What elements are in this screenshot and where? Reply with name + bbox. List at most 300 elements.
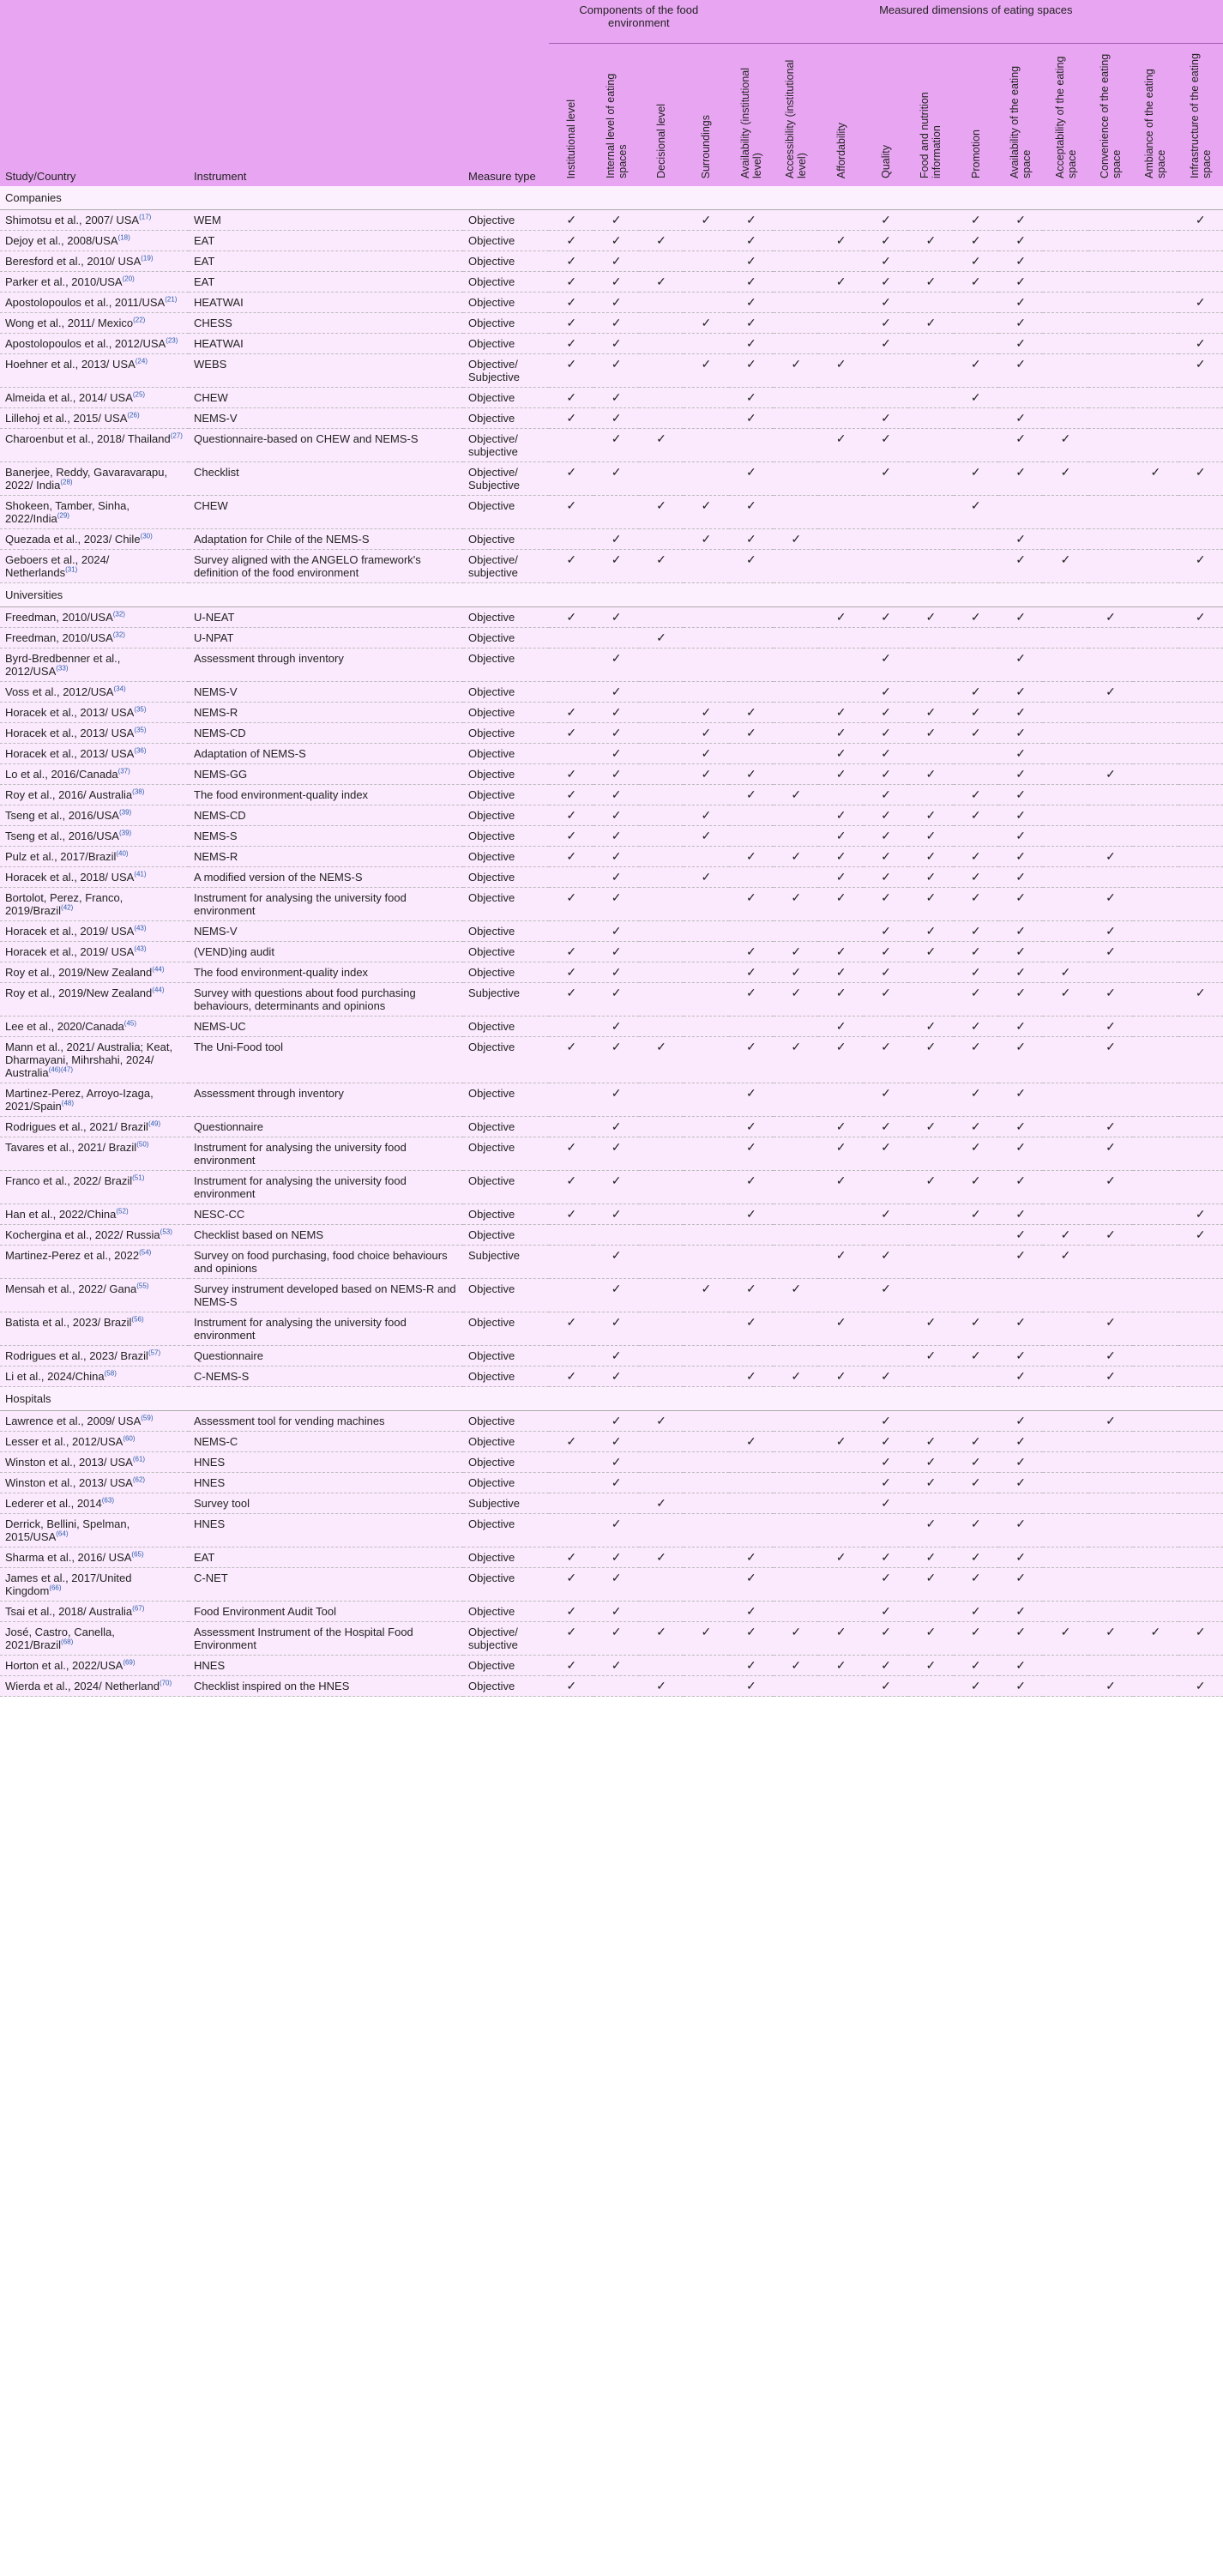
check-icon: ✓ <box>745 274 756 288</box>
measure-type-cell: Objective <box>463 408 549 429</box>
table-row <box>0 703 1223 723</box>
check-icon: ✓ <box>970 213 981 226</box>
check-cell <box>864 1117 908 1137</box>
measure-type-cell: Objective <box>463 1411 549 1432</box>
check-icon: ✓ <box>970 965 981 979</box>
check-cell <box>818 607 863 628</box>
check-cell <box>998 1568 1043 1602</box>
measure-type-cell: Objective <box>463 785 549 805</box>
check-cell <box>593 1204 638 1225</box>
group-measured-header: Measured dimensions of eating spaces <box>729 0 1223 44</box>
check-icon: ✓ <box>1150 1625 1161 1638</box>
check-icon: ✓ <box>1015 1173 1027 1187</box>
table-row <box>0 764 1223 785</box>
study-cell <box>0 1225 189 1246</box>
reference-link[interactable]: (27) <box>170 431 183 440</box>
instrument-cell: Food Environment Audit Tool <box>189 1602 463 1622</box>
reference-link[interactable]: (51) <box>132 1173 145 1182</box>
check-cell <box>864 550 908 583</box>
check-cell <box>1088 1547 1133 1568</box>
check-icon: ✓ <box>881 1282 891 1295</box>
check-cell <box>774 1547 818 1568</box>
check-icon: ✓ <box>745 498 756 512</box>
dim-header-label: Availability (institutional level) <box>738 68 763 178</box>
check-cell <box>1043 1083 1087 1117</box>
study-cell <box>0 1137 189 1171</box>
check-cell <box>639 1017 684 1037</box>
reference-link[interactable]: (62) <box>132 1475 146 1484</box>
check-cell <box>1133 251 1178 272</box>
check-icon: ✓ <box>611 1658 622 1672</box>
check-cell <box>1178 1171 1223 1204</box>
instrument-cell: C-NEMS-S <box>189 1366 463 1387</box>
check-cell <box>1088 723 1133 744</box>
check-cell <box>1088 1514 1133 1547</box>
table-row <box>0 210 1223 231</box>
check-icon: ✓ <box>925 1550 937 1564</box>
check-cell <box>684 408 728 429</box>
check-icon: ✓ <box>881 1571 891 1584</box>
reference-link[interactable]: (18) <box>117 233 130 242</box>
check-cell <box>774 1312 818 1346</box>
check-icon: ✓ <box>566 1207 577 1221</box>
check-cell <box>684 764 728 785</box>
study-text: James et al., 2017/United Kingdom <box>5 1572 132 1597</box>
check-icon: ✓ <box>745 552 756 566</box>
check-cell <box>774 805 818 826</box>
instrument-cell: Questionnaire <box>189 1346 463 1366</box>
check-icon: ✓ <box>970 726 981 739</box>
check-icon: ✓ <box>881 746 891 760</box>
check-cell <box>639 703 684 723</box>
instrument-cell: The food environment-quality index <box>189 962 463 983</box>
check-cell <box>639 1473 684 1493</box>
section-row <box>0 583 1223 607</box>
check-cell <box>729 272 774 293</box>
check-cell <box>684 231 728 251</box>
check-icon: ✓ <box>566 705 577 719</box>
check-cell <box>729 1017 774 1037</box>
check-icon: ✓ <box>835 870 846 884</box>
check-cell <box>954 529 998 550</box>
check-cell <box>1133 1602 1178 1622</box>
check-icon: ✓ <box>881 411 891 425</box>
check-cell <box>774 1279 818 1312</box>
table-row <box>0 649 1223 682</box>
check-icon: ✓ <box>835 944 846 958</box>
check-cell <box>954 1246 998 1279</box>
reference-link[interactable]: (38) <box>132 787 145 796</box>
check-cell <box>684 682 728 703</box>
check-cell <box>818 496 863 529</box>
reference-link[interactable]: (48) <box>61 1099 75 1107</box>
study-text: Tsai et al., 2018/ Australia <box>5 1605 133 1618</box>
study-text: Horacek et al., 2013/ USA <box>5 747 135 760</box>
instrument-cell: NEMS-V <box>189 682 463 703</box>
check-cell <box>1043 313 1087 334</box>
check-cell <box>639 1568 684 1602</box>
check-icon: ✓ <box>881 1475 891 1489</box>
reference-link[interactable]: (44) <box>152 986 165 994</box>
check-cell <box>864 888 908 921</box>
reference-link[interactable]: (33) <box>56 664 69 673</box>
measure-type-cell: Objective <box>463 1656 549 1676</box>
check-cell <box>998 805 1043 826</box>
header-group-row <box>0 0 1223 44</box>
check-cell <box>998 1225 1043 1246</box>
instrument-cell: HNES <box>189 1514 463 1547</box>
check-icon: ✓ <box>745 1369 756 1383</box>
check-icon: ✓ <box>791 965 802 979</box>
check-cell <box>818 1017 863 1037</box>
check-cell <box>684 1547 728 1568</box>
study-text: Horacek et al., 2019/ USA <box>5 945 135 958</box>
check-icon: ✓ <box>745 705 756 719</box>
reference-link[interactable]: (61) <box>132 1455 146 1463</box>
reference-link[interactable]: (35) <box>134 705 147 714</box>
reference-link[interactable]: (68) <box>61 1638 74 1646</box>
study-cell <box>0 1602 189 1622</box>
check-icon: ✓ <box>970 986 981 999</box>
check-cell <box>593 1656 638 1676</box>
reference-link[interactable]: (44) <box>152 965 165 974</box>
check-cell <box>639 1366 684 1387</box>
check-cell <box>774 649 818 682</box>
check-cell <box>954 1346 998 1366</box>
check-icon: ✓ <box>835 1434 846 1448</box>
reference-link[interactable]: (17) <box>139 213 152 221</box>
check-cell <box>908 1473 953 1493</box>
table-row <box>0 1493 1223 1514</box>
check-icon: ✓ <box>1060 431 1071 445</box>
check-cell <box>864 867 908 888</box>
check-cell <box>729 888 774 921</box>
check-cell <box>639 1279 684 1312</box>
reference-link[interactable]: (25) <box>132 390 146 399</box>
reference-link[interactable]: (39) <box>118 829 132 837</box>
check-cell <box>639 251 684 272</box>
check-cell <box>1088 496 1133 529</box>
check-cell <box>818 785 863 805</box>
check-cell <box>684 1171 728 1204</box>
study-text: Mensah et al., 2022/ Gana <box>5 1282 137 1295</box>
check-cell <box>818 1346 863 1366</box>
check-icon: ✓ <box>1060 1248 1071 1262</box>
check-cell <box>998 1514 1043 1547</box>
check-cell <box>639 826 684 847</box>
check-icon: ✓ <box>745 965 756 979</box>
reference-link[interactable]: (46) <box>48 1065 61 1074</box>
check-icon: ✓ <box>791 787 802 801</box>
check-icon: ✓ <box>611 705 622 719</box>
check-cell <box>818 962 863 983</box>
table-row <box>0 1204 1223 1225</box>
reference-link[interactable]: (55) <box>136 1282 149 1290</box>
study-cell <box>0 921 189 942</box>
reference-link[interactable]: (40) <box>116 849 129 858</box>
study-cell <box>0 1083 189 1117</box>
check-cell <box>818 1366 863 1387</box>
check-icon: ✓ <box>611 1282 622 1295</box>
dim-header-label: Acceptability of the eating space <box>1053 56 1078 178</box>
measure-type-cell: Objective <box>463 1602 549 1622</box>
check-cell <box>593 1493 638 1514</box>
check-cell <box>684 1676 728 1697</box>
reference-link[interactable]: (34) <box>113 685 126 693</box>
check-cell <box>908 1346 953 1366</box>
check-cell <box>729 550 774 583</box>
reference-link[interactable]: (65) <box>131 1550 144 1559</box>
check-cell <box>1178 649 1223 682</box>
check-cell <box>818 983 863 1017</box>
reference-link[interactable]: (28) <box>60 478 73 486</box>
check-icon: ✓ <box>881 610 891 624</box>
check-icon: ✓ <box>1015 532 1027 546</box>
check-cell <box>1043 628 1087 649</box>
check-cell <box>593 1366 638 1387</box>
check-cell <box>639 723 684 744</box>
check-cell <box>549 1225 593 1246</box>
check-cell <box>1133 1137 1178 1171</box>
check-icon: ✓ <box>611 1369 622 1383</box>
table-body <box>0 186 1223 1697</box>
check-cell <box>774 1432 818 1452</box>
reference-link[interactable]: (52) <box>116 1207 129 1216</box>
check-icon: ✓ <box>745 944 756 958</box>
check-cell <box>684 251 728 272</box>
check-cell <box>549 1346 593 1366</box>
table-row <box>0 1117 1223 1137</box>
check-cell <box>818 1547 863 1568</box>
check-icon: ✓ <box>611 1475 622 1489</box>
check-cell <box>729 231 774 251</box>
measure-type-cell: Objective <box>463 744 549 764</box>
check-cell <box>1088 847 1133 867</box>
reference-link[interactable]: (22) <box>133 316 146 324</box>
reference-link[interactable]: (30) <box>140 532 153 540</box>
check-icon: ✓ <box>656 498 666 512</box>
check-icon: ✓ <box>881 1455 891 1469</box>
check-icon: ✓ <box>835 890 846 904</box>
check-icon: ✓ <box>611 965 622 979</box>
reference-link[interactable]: (43) <box>134 924 147 932</box>
table-row <box>0 744 1223 764</box>
check-cell <box>549 1514 593 1547</box>
check-cell <box>998 231 1043 251</box>
instrument-cell: Instrument for analysing the university food environment <box>189 888 463 921</box>
check-cell <box>549 942 593 962</box>
check-icon: ✓ <box>925 1040 937 1053</box>
study-cell <box>0 723 189 744</box>
check-cell <box>1043 462 1087 496</box>
check-cell <box>1088 1622 1133 1656</box>
reference-link[interactable]: (39) <box>118 808 132 817</box>
reference-link[interactable]: (63) <box>101 1496 114 1505</box>
check-icon: ✓ <box>1106 1679 1116 1692</box>
check-cell <box>684 462 728 496</box>
reference-link[interactable]: (29) <box>57 511 69 520</box>
check-cell <box>908 888 953 921</box>
check-cell <box>1178 496 1223 529</box>
check-cell <box>954 1171 998 1204</box>
reference-link[interactable]: (36) <box>134 746 147 755</box>
check-cell <box>729 962 774 983</box>
study-cell <box>0 1547 189 1568</box>
study-text: Kochergina et al., 2022/ Russia <box>5 1228 160 1241</box>
reference-link[interactable]: (67) <box>132 1604 145 1613</box>
check-cell <box>998 649 1043 682</box>
check-cell <box>1133 210 1178 231</box>
check-icon: ✓ <box>881 1625 891 1638</box>
instrument-cell: EAT <box>189 251 463 272</box>
check-cell <box>729 313 774 334</box>
check-cell <box>908 1452 953 1473</box>
study-text: Freedman, 2010/USA <box>5 611 113 624</box>
reference-link[interactable]: (35) <box>134 726 147 734</box>
reference-link[interactable]: (53) <box>160 1228 172 1236</box>
check-cell <box>774 847 818 867</box>
measure-type-cell: Objective <box>463 826 549 847</box>
check-icon: ✓ <box>881 965 891 979</box>
check-cell <box>1043 888 1087 921</box>
check-cell <box>639 1204 684 1225</box>
reference-link[interactable]: (58) <box>104 1369 117 1378</box>
reference-link[interactable]: (57) <box>148 1348 161 1357</box>
reference-link[interactable]: (37) <box>117 767 130 775</box>
check-icon: ✓ <box>566 965 577 979</box>
dim-header <box>593 44 638 187</box>
check-cell <box>954 942 998 962</box>
reference-link[interactable]: (42) <box>61 903 74 912</box>
check-cell <box>1133 826 1178 847</box>
check-icon: ✓ <box>835 849 846 863</box>
check-cell <box>639 293 684 313</box>
reference-link[interactable]: (64) <box>56 1529 69 1538</box>
check-icon: ✓ <box>1015 829 1027 842</box>
check-cell <box>1178 251 1223 272</box>
check-cell <box>1088 1346 1133 1366</box>
measure-type-cell: Objective <box>463 723 549 744</box>
check-cell <box>818 1656 863 1676</box>
study-text: Roy et al., 2019/New Zealand <box>5 986 153 999</box>
reference-link[interactable]: (32) <box>112 610 125 618</box>
instrument-cell: U-NPAT <box>189 628 463 649</box>
reference-link[interactable]: (26) <box>127 411 140 419</box>
table-row <box>0 983 1223 1017</box>
check-cell <box>818 1568 863 1602</box>
instrument-cell: C-NET <box>189 1568 463 1602</box>
reference-link[interactable]: (56) <box>131 1315 144 1324</box>
check-cell <box>549 607 593 628</box>
measure-type-cell: Objective <box>463 1225 549 1246</box>
study-cell <box>0 1017 189 1037</box>
check-cell <box>908 983 953 1017</box>
reference-link[interactable]: (41) <box>134 870 147 878</box>
reference-link[interactable]: (47) <box>60 1065 74 1074</box>
reference-link[interactable]: (24) <box>135 357 148 365</box>
check-icon: ✓ <box>835 705 846 719</box>
check-cell <box>774 313 818 334</box>
reference-link[interactable]: (23) <box>166 336 178 345</box>
check-icon: ✓ <box>1060 1625 1071 1638</box>
check-icon: ✓ <box>1015 685 1027 698</box>
check-icon: ✓ <box>1015 870 1027 884</box>
check-cell <box>908 1312 953 1346</box>
check-icon: ✓ <box>1106 1228 1116 1241</box>
check-cell <box>593 429 638 462</box>
check-icon: ✓ <box>881 651 891 665</box>
check-icon: ✓ <box>566 1550 577 1564</box>
check-cell <box>818 921 863 942</box>
check-icon: ✓ <box>881 1679 891 1692</box>
reference-link[interactable]: (50) <box>136 1140 149 1149</box>
check-icon: ✓ <box>656 274 666 288</box>
check-cell <box>864 805 908 826</box>
check-cell <box>593 1117 638 1137</box>
reference-link[interactable]: (66) <box>49 1584 62 1592</box>
reference-link[interactable]: (32) <box>112 630 125 639</box>
reference-link[interactable]: (19) <box>141 254 154 262</box>
check-cell <box>864 210 908 231</box>
reference-link[interactable]: (31) <box>65 565 78 574</box>
check-icon: ✓ <box>925 1119 937 1133</box>
study-cell <box>0 962 189 983</box>
reference-link[interactable]: (43) <box>134 944 147 953</box>
check-icon: ✓ <box>656 1625 666 1638</box>
check-cell <box>684 1432 728 1452</box>
check-cell <box>549 1312 593 1346</box>
table-row <box>0 408 1223 429</box>
instrument-cell: Adaptation for Chile of the NEMS-S <box>189 529 463 550</box>
check-icon: ✓ <box>745 986 756 999</box>
study-text: Apostolopoulos et al., 2011/USA <box>5 296 166 309</box>
reference-link[interactable]: (21) <box>165 295 178 304</box>
check-cell <box>549 1017 593 1037</box>
measure-type-cell: Objective <box>463 1568 549 1602</box>
study-text: Lederer et al., 2014 <box>5 1497 102 1510</box>
reference-link[interactable]: (59) <box>141 1414 154 1422</box>
check-cell <box>864 649 908 682</box>
check-cell <box>774 1037 818 1083</box>
check-icon: ✓ <box>611 808 622 822</box>
check-cell <box>684 1037 728 1083</box>
reference-link[interactable]: (60) <box>123 1434 136 1443</box>
check-icon: ✓ <box>881 1248 891 1262</box>
check-cell <box>1043 1411 1087 1432</box>
check-cell <box>864 1225 908 1246</box>
measure-type-cell: Objective <box>463 1676 549 1697</box>
study-text: Apostolopoulos et al., 2012/USA <box>5 337 166 350</box>
check-cell <box>908 1568 953 1602</box>
check-cell <box>864 1622 908 1656</box>
table-row <box>0 1225 1223 1246</box>
reference-link[interactable]: (49) <box>148 1119 161 1128</box>
reference-link[interactable]: (20) <box>122 274 135 283</box>
reference-link[interactable]: (69) <box>123 1658 136 1667</box>
reference-link[interactable]: (45) <box>124 1019 137 1028</box>
check-cell <box>954 1137 998 1171</box>
check-icon: ✓ <box>611 986 622 999</box>
check-icon: ✓ <box>1106 1625 1116 1638</box>
check-cell <box>864 1366 908 1387</box>
study-cell <box>0 1366 189 1387</box>
check-cell <box>593 462 638 496</box>
reference-link[interactable]: (54) <box>139 1248 152 1257</box>
table-row <box>0 354 1223 388</box>
reference-link[interactable]: (70) <box>159 1679 172 1687</box>
check-icon: ✓ <box>566 1173 577 1187</box>
check-cell <box>1088 1246 1133 1279</box>
